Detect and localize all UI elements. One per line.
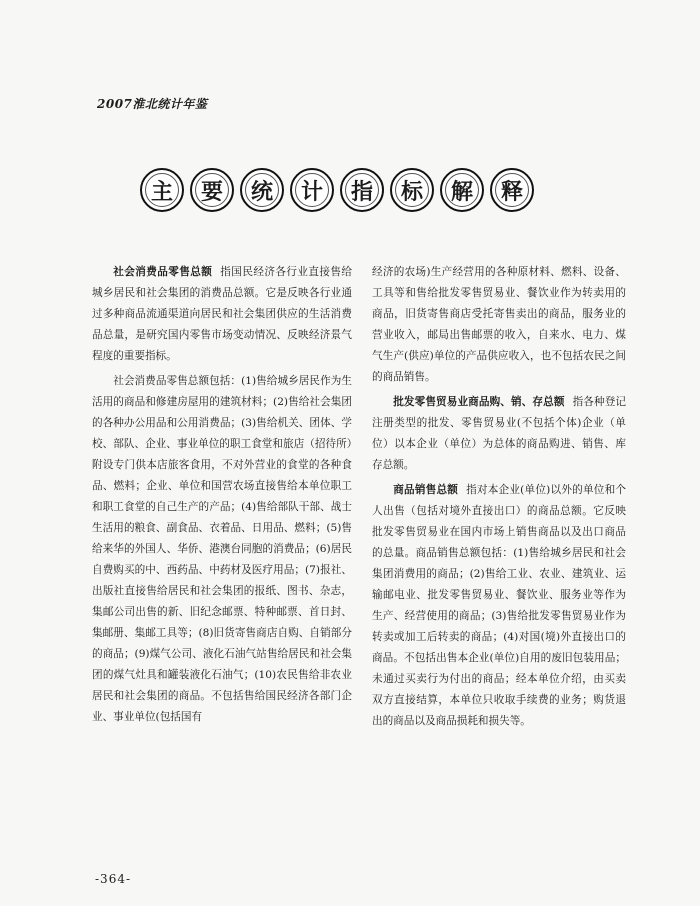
paragraph-text: 指各种登记注册类型的批发、零售贸易业(不包括个体)企业（单位）以本企业（单位）为总体的商品购进、销售、库存总额。	[372, 396, 626, 471]
paragraph	[372, 480, 626, 732]
paragraph	[372, 262, 626, 388]
title-char: 统	[240, 168, 284, 212]
title-char: 计	[290, 168, 334, 212]
paragraph	[92, 371, 352, 728]
yearbook-header: 2007淮北统计年鉴	[97, 97, 208, 111]
title-char: 释	[490, 168, 534, 212]
title-char: 标	[390, 168, 434, 212]
paragraph-text: 指对本企业(单位)以外的单位和个人出售（包括对境外直接出口）的商品总额。它反映批发零售贸易业在国内市场上销售商品以及出口商品的总量。商品销售总额包括：(1)售给城乡居民和社会集团消费用的商品；(2)售给工业、农业、建筑业、运输邮电业、批发零售贸易业、餐饮业、服务业等作为生产、经营使用的商品；(3)售给批发零售贸易业作为转卖或加工后转卖的商品；(4)对国(境)外直接出口的商品。不包括出售本企业(单位)自用的废旧包装用品；未通过买卖行为付出的商品；经本单位介绍，由买卖双方直接结算，本单位只收取手续费的业务；购货退出的商品以及商品损耗和损失等。	[372, 484, 627, 727]
title-char: 要	[190, 168, 234, 212]
title-char: 指	[340, 168, 384, 212]
left-column	[92, 262, 352, 728]
right-column	[372, 262, 626, 732]
paragraph	[92, 262, 352, 367]
paragraph-text: 指国民经济各行业直接售给城乡居民和社会集团的消费品总额。它是反映各行业通过多种商品流通渠道向居民和社会集团供应的生活消费品总量，是研究国内零售市场变动情况、反映经济景气程度的重要指标。	[92, 266, 353, 362]
term-heading: 社会消费品零售总额	[113, 266, 213, 278]
section-title	[140, 168, 534, 212]
term-heading: 商品销售总额	[393, 484, 459, 496]
title-char: 主	[140, 168, 184, 212]
paragraph-text: 社会消费品零售总额包括：(1)售给城乡居民作为生活用的商品和修建房屋用的建筑材料；(2)售给社会集团的各种办公用品和公用消费品；(3)售给机关、团体、学校、部队、企业、事业单位的职工食堂和旅店（招待所）附设专门供本店旅客食用，不对外营业的食堂的各种食品、燃料；企业、单位和国营农场直接售给本单位职工和职工食堂的自己生产的产品；(4)售给部队干部、战士生活用的粮食、副食品、衣着品、日用品、燃料；(5)售给来华的外国人、华侨、港澳台同胞的消费品；(6)居民自费购买的中、西药品、中药材及医疗用品；(7)报社、出版社直接售给居民和社会集团的报纸、图书、杂志，集邮公司出售的新、旧纪念邮票、特种邮票、首日封、集邮册、集邮工具等；(8)旧货寄售商店自购、自销部分的商品；(9)煤气公司、液化石油气站售给居民和社会集团的煤气灶具和罐装液化石油气；(10)农民售给非农业居民和社会集团的商品。不包括售给国民经济各部门企业、事业单位(包括国有	[92, 375, 352, 723]
term-heading: 批发零售贸易业商品购、销、存总额	[393, 396, 565, 408]
page-number: -364-	[95, 872, 132, 886]
paragraph-text: 经济的农场)生产经营用的各种原材料、燃料、设备、工具等和售给批发零售贸易业、餐饮业作为转卖用的商品，旧货寄售商店受托寄售卖出的商品，服务业的营业收入，邮局出售邮票的收入，自来水、电力、煤气生产(供应)单位的产品供应收入，也不包括农民之间的商品销售。	[372, 266, 626, 383]
title-char: 解	[440, 168, 484, 212]
paragraph	[372, 392, 626, 476]
